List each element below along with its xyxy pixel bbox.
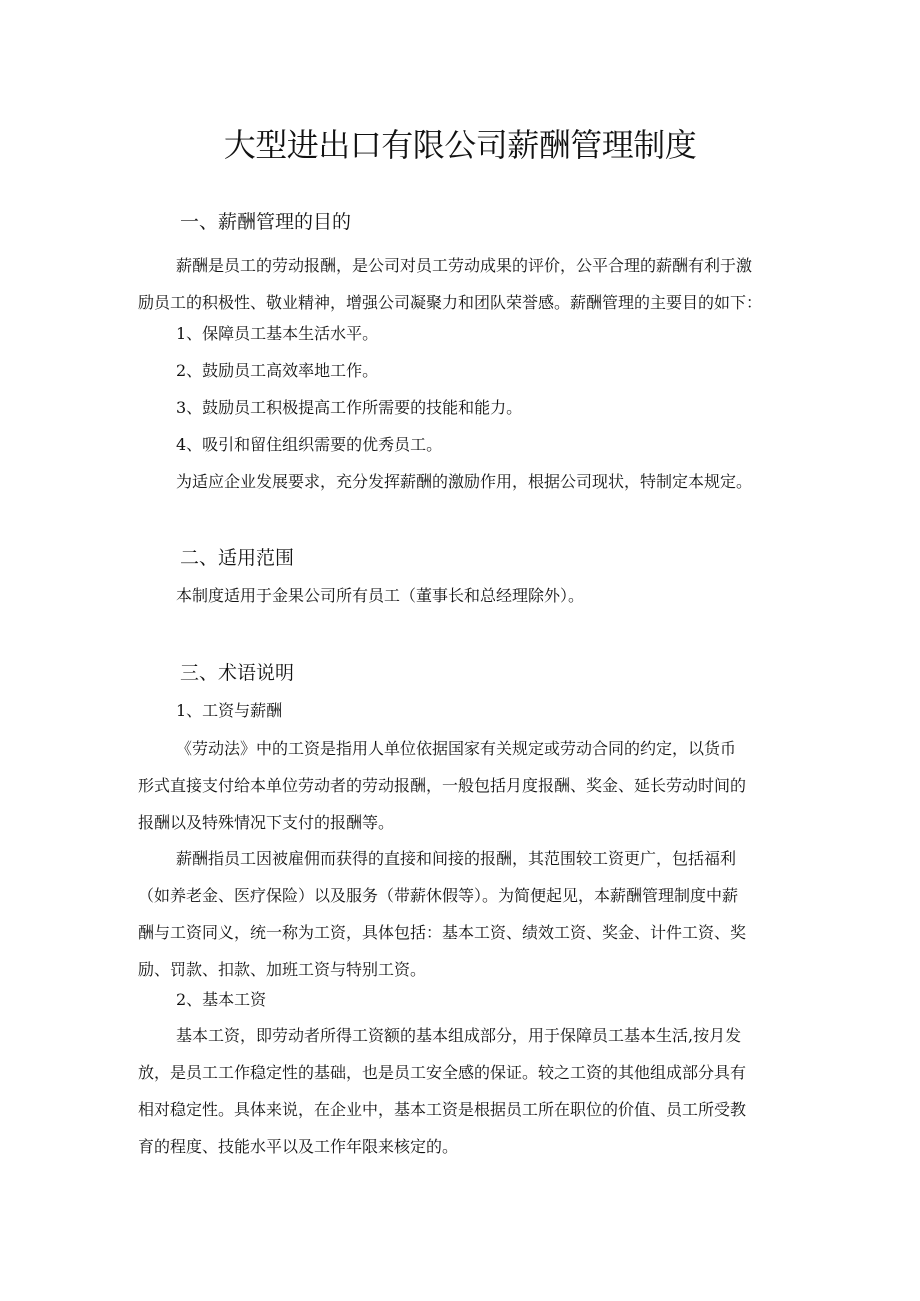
section-heading-scope: 二、适用范围 (180, 547, 295, 569)
subsection-heading-basic-wage: 2、基本工资 (176, 990, 267, 1009)
paragraph-line: 薪酬指员工因被雇佣而获得的直接和间接的报酬，其范围较工资更广，包括福利 (176, 849, 737, 868)
scope-paragraph: 本制度适用于金果公司所有员工（董事长和总经理除外）。 (176, 586, 585, 605)
paragraph-line: 励、罚款、扣款、加班工资与特别工资。 (138, 960, 427, 979)
section-heading-terms: 三、术语说明 (180, 662, 295, 684)
purpose-list-item: 2、鼓励员工高效率地工作。 (176, 361, 379, 380)
subsection-heading-wages-and-salary: 1、工资与薪酬 (176, 701, 283, 720)
purpose-list-item: 1、保障员工基本生活水平。 (176, 324, 379, 343)
section-heading-purpose: 一、薪酬管理的目的 (180, 211, 352, 233)
purpose-list-item: 4、吸引和留住组织需要的优秀员工。 (176, 435, 443, 454)
paragraph-line: 相对稳定性。具体来说，在企业中，基本工资是根据员工所在职位的价值、员工所受教 (138, 1100, 747, 1119)
paragraph-line: 报酬以及特殊情况下支付的报酬等。 (138, 813, 395, 832)
paragraph-line: 基本工资，即劳动者所得工资额的基本组成部分，用于保障员工基本生活,按月发 (176, 1026, 742, 1045)
purpose-intro-paragraph (138, 247, 788, 321)
paragraph-line: 酬与工资同义，统一称为工资，具体包括：基本工资、绩效工资、奖金、计件工资、奖 (138, 923, 747, 942)
document-title: 大型进出口有限公司薪酬管理制度 (223, 126, 697, 164)
paragraph-line: 薪酬是员工的劳动报酬，是公司对员工劳动成果的评价，公平合理的薪酬有利于激 (176, 256, 753, 275)
paragraph-line: 励员工的积极性、敬业精神，增强公司凝聚力和团队荣誉感。薪酬管理的主要目的如下： (138, 293, 763, 312)
purpose-list-item: 3、鼓励员工积极提高工作所需要的技能和能力。 (176, 398, 523, 417)
paragraph-line: 形式直接支付给本单位劳动者的劳动报酬，一般包括月度报酬、奖金、延长劳动时间的 (138, 776, 747, 795)
paragraph-line: （如养老金、医疗保险）以及服务（带薪休假等）。为简便起见，本薪酬管理制度中薪 (138, 886, 739, 905)
salary-definition-paragraph (138, 840, 788, 988)
wages-definition-paragraph (138, 730, 788, 841)
paragraph-line: 育的程度、技能水平以及工作年限来核定的。 (138, 1137, 459, 1156)
paragraph-line: 《劳动法》中的工资是指用人单位依据国家有关规定或劳动合同的约定，以货币 (176, 739, 737, 758)
basic-wage-paragraph (138, 1017, 788, 1165)
purpose-closing-paragraph: 为适应企业发展要求，充分发挥薪酬的激励作用，根据公司现状，特制定本规定。 (176, 472, 753, 491)
paragraph-line: 放，是员工工作稳定性的基础，也是员工安全感的保证。较之工资的其他组成部分具有 (138, 1063, 747, 1082)
